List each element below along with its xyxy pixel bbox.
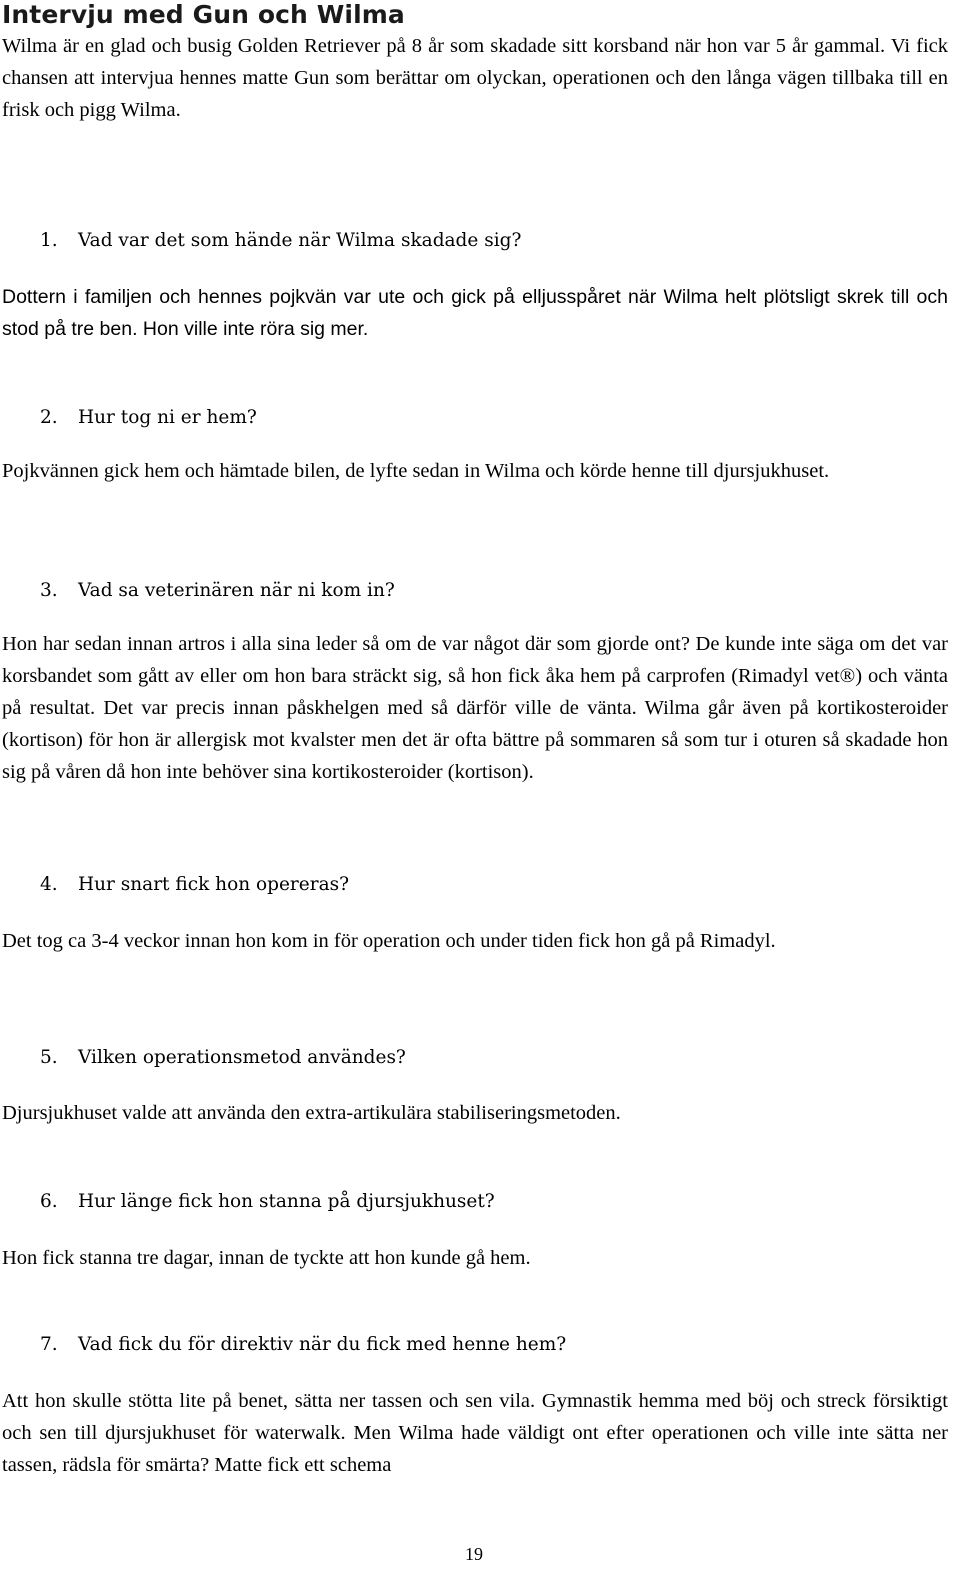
question-4 [40, 870, 349, 900]
answer-2: Pojkvännen gick hem och hämtade bilen, de lyfte sedan in Wilma och körde henne till djursjukhuset. [2, 460, 830, 482]
answer-7: Att hon skulle stötta lite på benet, sätta ner tassen och sen vila. Gymnastik hemma med böj och streck försiktigt och sen till djursjukhuset för waterwalk. Men Wilma hade väldigt ont efter operationen och ville inte sätta ner tassen, rädsla för smärta? Matte fick ett schema [2, 1390, 948, 1476]
question-text: Hur länge fick hon stanna på djursjukhuset? [78, 1191, 495, 1212]
question-text: Vad var det som hände när Wilma skadade sig? [78, 230, 522, 251]
answer-5: Djursjukhuset valde att använda den extra-artikulära stabiliseringsmetoden. [2, 1102, 621, 1124]
question-5 [40, 1043, 406, 1073]
question-text: Hur tog ni er hem? [78, 407, 257, 428]
page-number: 19 [465, 1544, 483, 1564]
answer-1: Dottern i familjen och hennes pojkvän var ute och gick på elljusspåret när Wilma helt plötsligt skrek till och stod på tre ben. Hon ville inte röra sig mer. [2, 286, 948, 340]
question-text: Vilken operationsmetod användes? [78, 1047, 406, 1068]
question-number: 6. [40, 1191, 58, 1212]
question-3 [40, 576, 395, 606]
question-text: Vad fick du för direktiv när du fick med henne hem? [78, 1334, 567, 1355]
page-title: Intervju med Gun och Wilma [2, 0, 405, 29]
question-number: 7. [40, 1334, 58, 1355]
question-6 [40, 1187, 495, 1217]
question-number: 3. [40, 580, 58, 601]
question-number: 2. [40, 407, 58, 428]
question-2 [40, 403, 257, 433]
intro-paragraph: Wilma är en glad och busig Golden Retriever på 8 år som skadade sitt korsband när hon var 5 år gammal. Vi fick chansen att intervjua hennes matte Gun som berättar om olyckan, operationen och den långa vägen tillbaka till en frisk och pigg Wilma. [2, 35, 948, 121]
answer-6: Hon fick stanna tre dagar, innan de tyckte att hon kunde gå hem. [2, 1247, 531, 1269]
question-number: 4. [40, 874, 58, 895]
question-text: Vad sa veterinären när ni kom in? [78, 580, 395, 601]
question-7 [40, 1330, 566, 1360]
answer-4: Det tog ca 3-4 veckor innan hon kom in för operation och under tiden fick hon gå på Rimadyl. [2, 930, 776, 952]
question-text: Hur snart fick hon opereras? [78, 874, 350, 895]
question-1 [40, 226, 521, 256]
question-number: 5. [40, 1047, 58, 1068]
answer-3: Hon har sedan innan artros i alla sina leder så om de var något där som gjorde ont? De kunde inte säga om det var korsbandet som gått av eller om hon bara sträckt sig, så hon fick åka hem på carprofen (Rimadyl vet®) och vänta på resultat. Det var precis innan påskhelgen med så därför ville de vänta. Wilma går även på kortikosteroider (kortison) för hon är allergisk mot kvalster men det är ofta bättre på sommaren så som tur i oturen så skadade hon sig på våren då hon inte behöver sina kortikosteroider (kortison). [2, 633, 948, 783]
question-number: 1. [40, 230, 58, 251]
